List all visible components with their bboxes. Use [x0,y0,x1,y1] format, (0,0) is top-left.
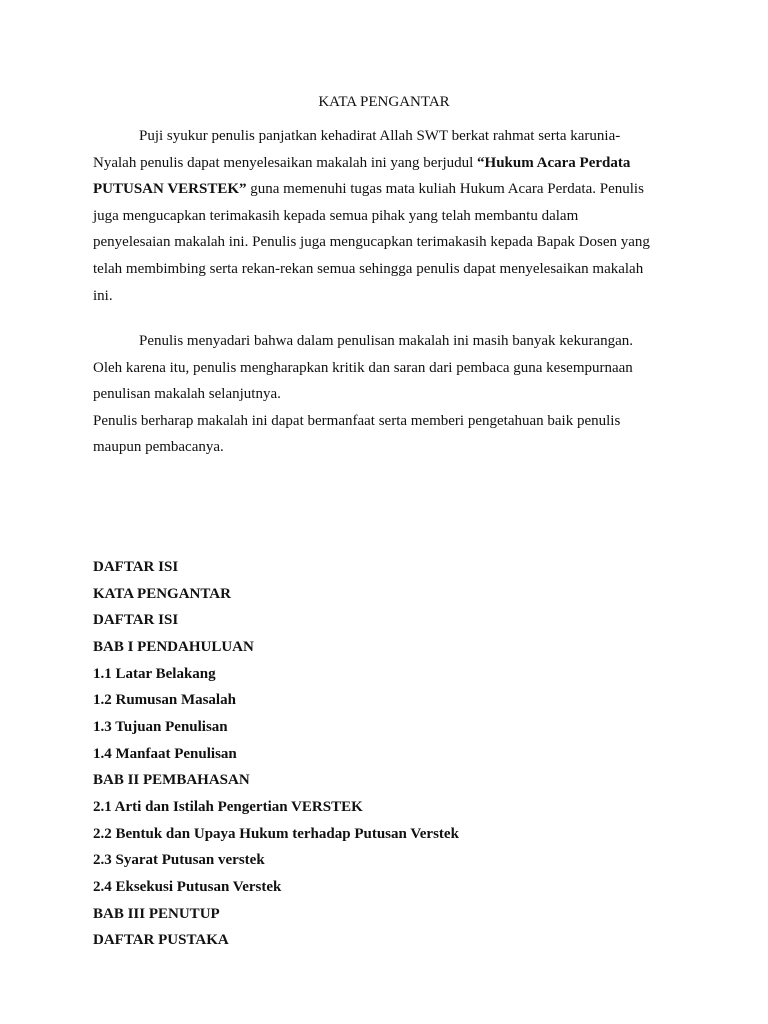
text-run: Oleh karena itu, penulis mengharapkan kritik dan saran dari pembaca guna kesempurnaan [93,359,633,376]
text-run: Penulis menyadari bahwa dalam penulisan makalah ini masih banyak kekurangan. [139,333,634,349]
book-title-text: “Hukum Acara Perdata [477,154,631,171]
book-title-text: PUTUSAN VERSTEK” [93,181,247,198]
text-run: guna memenuhi tugas mata kuliah Hukum Acara Perdata. Penulis [246,181,644,198]
toc-item: 1.3 Tujuan Penulisan [93,718,228,735]
page-title: KATA PENGANTAR [318,94,450,110]
paragraph-line [93,381,673,408]
table-of-contents [93,554,673,954]
text-run: ini. [93,287,113,304]
paragraph-line [93,434,673,461]
toc-heading: DAFTAR ISI [93,559,179,575]
paragraph-line [93,123,673,150]
toc-item: 1.2 Rumusan Masalah [93,692,236,709]
text-run: penyelesaian makalah ini. Penulis juga mengucapkan terimakasih kepada Bapak Dosen yang [93,234,650,251]
paragraph-line [93,229,673,256]
paragraph-line [93,256,673,283]
text-run: Puji syukur penulis panjatkan kehadirat Allah SWT berkat rahmat serta karunia- [139,128,621,144]
toc-item: KATA PENGANTAR [93,585,231,602]
text-run: penulisan makalah selanjutnya. [93,386,281,403]
toc-item: 2.2 Bentuk dan Upaya Hukum terhadap Putusan Verstek [93,825,459,842]
paragraph-line [93,203,673,230]
paragraph-line [93,408,673,435]
paragraph-line [93,283,673,310]
text-run: maupun pembacanya. [93,439,224,456]
text-run: telah membimbing serta rekan-rekan semua sehingga penulis dapat menyelesaikan makalah [93,260,644,277]
paragraph-line [93,355,673,382]
paragraph-line [93,328,673,355]
foreword-paragraph-1 [93,123,673,309]
toc-item: BAB II PEMBAHASAN [93,772,250,789]
toc-item: DAFTAR ISI [93,612,179,629]
paragraph-line [93,150,673,177]
toc-item: 1.4 Manfaat Penulisan [93,745,237,762]
paragraph-line [93,176,673,203]
toc-item: BAB I PENDAHULUAN [93,638,254,655]
text-run: Penulis berharap makalah ini dapat bermanfaat serta memberi pengetahuan baik penulis [93,412,621,429]
text-run: Nyalah penulis dapat menyelesaikan makalah ini yang berjudul [93,154,478,171]
text-run: juga mengucapkan terimakasih kepada semua pihak yang telah membantu dalam [93,207,579,224]
toc-item: DAFTAR PUSTAKA [93,932,229,949]
toc-item: 2.1 Arti dan Istilah Pengertian VERSTEK [93,798,363,815]
toc-item: 2.4 Eksekusi Putusan Verstek [93,878,282,895]
toc-item: 1.1 Latar Belakang [93,665,216,682]
toc-item: 2.3 Syarat Putusan verstek [93,852,265,869]
foreword-paragraph-2 [93,328,673,461]
toc-item: BAB III PENUTUP [93,905,220,922]
